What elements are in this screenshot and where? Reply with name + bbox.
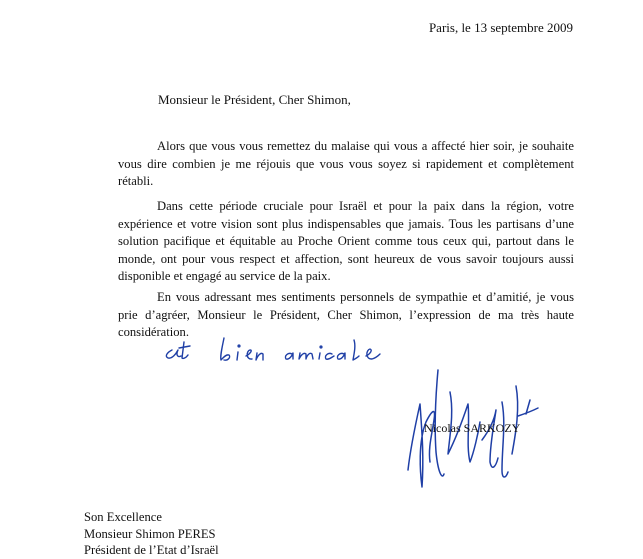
paragraph-2: Dans cette période cruciale pour Israël et pour la paix dans la région, votre expérience et votre vision sont plus indispensables que jamais. Tous les partisans d’une solution pacifique et équitable au Proche Orient comme tous ceux qui, partout dans le monde, ont pour vous respect et affection, sont heureux de vous savoir toujours aussi disponible et engagé au service de la paix. [118,199,574,284]
addressee-block [84,509,219,559]
addressee-line-3: Président de l’Etat d’Israël [84,543,219,557]
paragraph-1: Alors que vous vous remettez du malaise qui vous a affecté hier soir, je souhaite vous dire combien je me réjouis que vous vous soyez si rapidement et complètement rétabli. [118,139,574,189]
handwritten-closing [160,328,430,378]
addressee-line-2: Monsieur Shimon PERES [84,526,216,541]
signatory-name: Nicolas SARKOZY [424,421,521,435]
addressee-line-1: Son Excellence [84,510,162,524]
paragraph-3: En vous adressant mes sentiments personnels de sympathie et d’amitié, je vous prie d’agréer, Monsieur le Président, Cher Shimon, l’expression de ma très haute considération. [118,290,574,340]
salutation: Monsieur le Président, Cher Shimon, [158,92,351,107]
letter-date: Paris, le 13 septembre 2009 [428,20,573,35]
